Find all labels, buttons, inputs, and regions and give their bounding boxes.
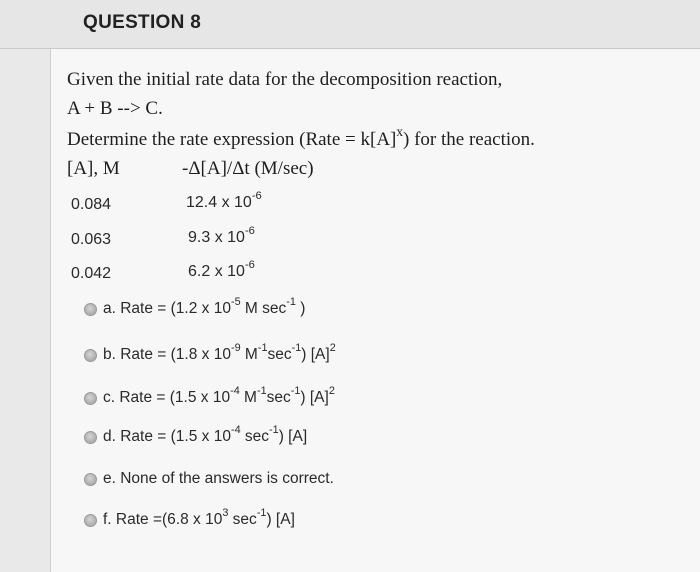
opt-sup: -1	[256, 385, 267, 398]
opt-text: ) [A]	[266, 511, 295, 528]
opt-sup: -5	[230, 296, 241, 309]
opt-sup: -1	[256, 507, 267, 520]
opt-text: sec	[267, 346, 292, 363]
opt-text: a. Rate = (1.2 x 10	[103, 300, 231, 317]
opt-sup: -1	[269, 424, 279, 437]
rate-base: 9.3 x 10	[188, 229, 245, 246]
opt-sup: -1	[257, 342, 268, 355]
question-header	[0, 0, 700, 49]
table-row-2-conc: 0.063	[71, 231, 112, 248]
question-title: QUESTION 8	[83, 12, 202, 33]
prompt-line-3-post: ) for the reaction.	[403, 129, 535, 150]
opt-text: M	[240, 346, 258, 363]
opt-sup: -1	[291, 342, 302, 355]
opt-sup: 2	[328, 385, 335, 398]
rate-base: 6.2 x 10	[188, 263, 245, 280]
option-f-label[interactable]	[103, 507, 295, 529]
opt-text: M	[239, 389, 257, 406]
table-row-3-conc: 0.042	[71, 265, 112, 282]
opt-text: ) [A]	[301, 346, 330, 363]
table-header-concentration: [A], M	[67, 158, 120, 179]
rate-base: 12.4 x 10	[186, 194, 252, 211]
opt-sup: -1	[290, 385, 301, 398]
option-b-label[interactable]	[103, 342, 336, 364]
option-b-radio[interactable]	[84, 349, 97, 362]
opt-text: f. Rate =(6.8 x 10	[103, 511, 223, 528]
option-d-label[interactable]	[103, 424, 308, 446]
table-row-3-rate	[188, 259, 255, 281]
opt-text: sec	[240, 428, 270, 445]
option-f-radio[interactable]	[84, 514, 97, 527]
option-e-radio[interactable]	[84, 473, 97, 486]
opt-text: sec	[228, 511, 257, 528]
prompt-line-3-pre: Determine the rate expression (Rate = k[A]	[67, 129, 397, 150]
option-e-label[interactable]: e. None of the answers is correct.	[103, 470, 334, 487]
opt-sup: -9	[230, 342, 241, 355]
opt-sup: -1	[286, 296, 296, 309]
opt-text: )	[295, 300, 306, 317]
opt-text: b. Rate = (1.8 x 10	[103, 346, 231, 363]
prompt-line-3	[67, 123, 535, 151]
option-c-label[interactable]	[103, 385, 335, 407]
table-row-1-conc: 0.084	[71, 196, 112, 213]
opt-sup: -4	[230, 424, 241, 437]
opt-text: sec	[266, 389, 291, 406]
option-c-radio[interactable]	[84, 392, 97, 405]
opt-text: ) [A]	[300, 389, 329, 406]
option-d-radio[interactable]	[84, 431, 97, 444]
prompt-line-1: Given the initial rate data for the decomposition reaction,	[67, 69, 503, 90]
rate-exp: -6	[244, 259, 255, 271]
opt-sup: 3	[222, 507, 229, 520]
table-header-rate: -Δ[A]/Δt (M/sec)	[182, 158, 314, 179]
rate-exp: -6	[251, 190, 262, 202]
opt-text: ) [A]	[278, 428, 308, 445]
opt-text: M sec	[240, 300, 287, 317]
table-row-1-rate	[186, 190, 262, 212]
prompt-line-3-sup: x	[396, 123, 404, 139]
rate-exp: -6	[244, 225, 255, 237]
opt-sup: -4	[230, 385, 240, 398]
opt-text: c. Rate = (1.5 x 10	[103, 389, 231, 406]
table-row-2-rate	[188, 225, 255, 247]
opt-text: d. Rate = (1.5 x 10	[103, 428, 231, 445]
prompt-line-2: A + B --> C.	[67, 98, 163, 119]
option-a-radio[interactable]	[84, 303, 97, 316]
opt-sup: 2	[329, 342, 336, 355]
option-a-label[interactable]	[103, 296, 306, 318]
